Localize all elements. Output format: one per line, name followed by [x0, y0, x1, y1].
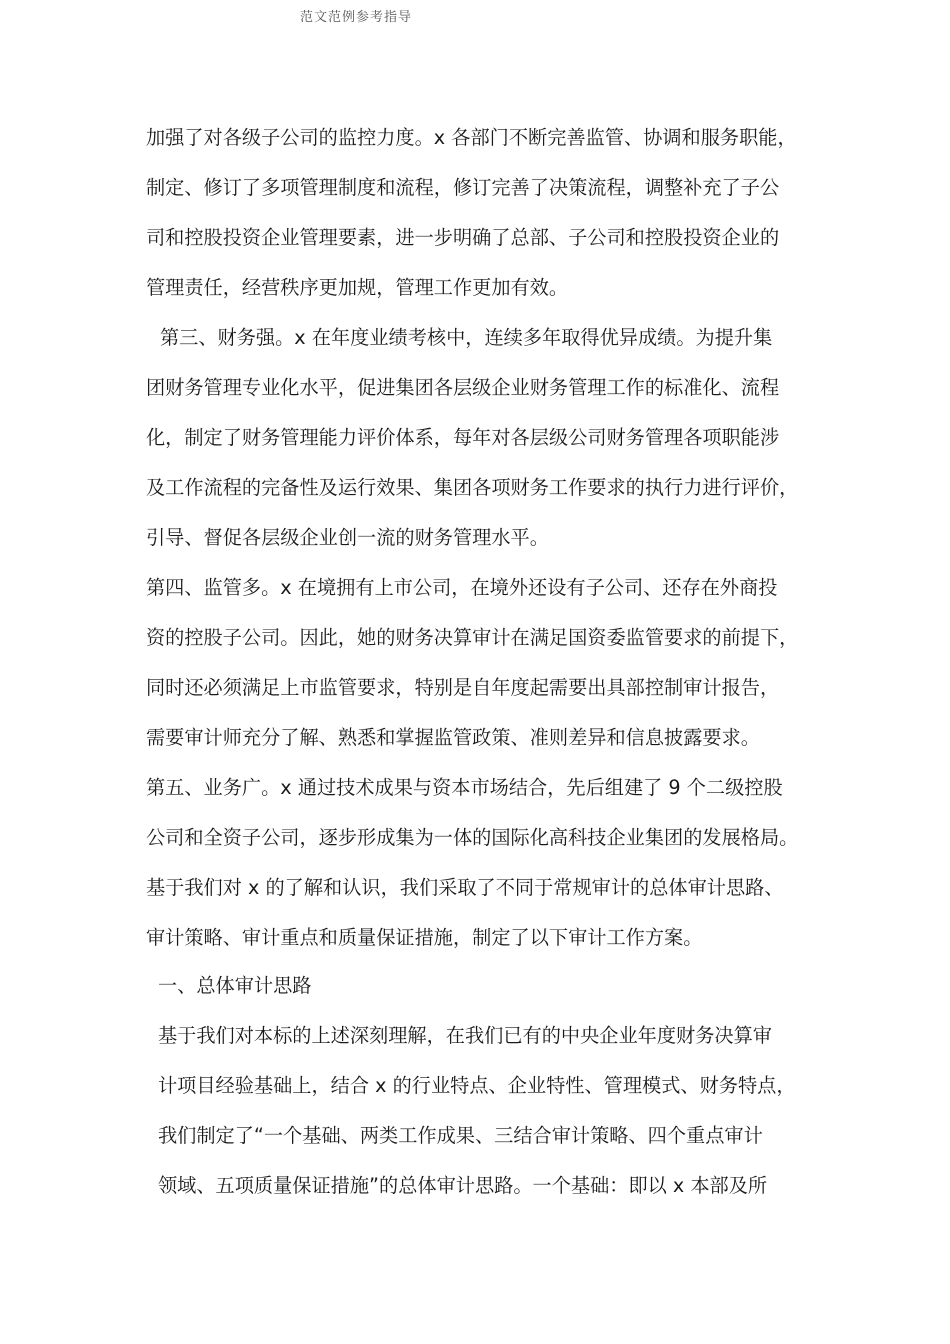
body-line: 基于我们对 x 的了解和认识，我们采取了不同于常规审计的总体审计思路、 — [146, 876, 784, 899]
body-line: 第五、业务广。x 通过技术成果与资本市场结合，先后组建了 9 个二级控股 — [146, 776, 783, 799]
body-line: 化，制定了财务管理能力评价体系，每年对各层级公司财务管理各项职能涉 — [146, 426, 780, 449]
body-line: 计项目经验基础上，结合 x 的行业特点、企业特性、管理模式、财务特点， — [158, 1074, 796, 1097]
body-line: 司和控股投资企业管理要素，进一步明确了总部、子公司和控股投资企业的 — [146, 226, 780, 249]
body-line: 需要审计师充分了解、熟悉和掌握监管政策、准则差异和信息披露要求。 — [146, 726, 760, 749]
body-line: 公司和全资子公司，逐步形成集为一体的国际化高科技企业集团的发展格局。 — [146, 826, 799, 849]
body-line: 加强了对各级子公司的监控力度。x 各部门不断完善监管、协调和服务职能， — [146, 126, 797, 149]
body-line: 同时还必须满足上市监管要求，特别是自年度起需要出具部控制审计报告， — [146, 676, 780, 699]
body-line: 第三、财务强。x 在年度业绩考核中，连续多年取得优异成绩。为提升集 — [160, 326, 773, 349]
body-line: 制定、修订了多项管理制度和流程，修订完善了决策流程，调整补充了子公 — [146, 176, 780, 199]
page-header: 范文范例参考指导 — [300, 10, 413, 25]
body-line: 基于我们对本标的上述深刻理解，在我们已有的中央企业年度财务决算审 — [158, 1024, 772, 1047]
body-line: 领域、五项质量保证措施”的总体审计思路。一个基础：即以 x 本部及所 — [158, 1174, 768, 1197]
body-line: 审计策略、审计重点和质量保证措施，制定了以下审计工作方案。 — [146, 926, 703, 949]
body-line: 团财务管理专业化水平，促进集团各层级企业财务管理工作的标准化、流程 — [146, 376, 780, 399]
body-line: 及工作流程的完备性及运行效果、集团各项财务工作要求的执行力进行评价， — [146, 476, 799, 499]
body-line: 资的控股子公司。因此，她的财务决算审计在满足国资委监管要求的前提下， — [146, 626, 799, 649]
body-line: 管理责任，经营秩序更加规，管理工作更加有效。 — [146, 276, 569, 299]
body-line: 我们制定了“一个基础、两类工作成果、三结合审计策略、四个重点审计 — [158, 1124, 763, 1147]
body-line: 第四、监管多。x 在境拥有上市公司，在境外还设有子公司、还存在外商投 — [146, 576, 778, 599]
section-heading: 一、总体审计思路 — [158, 974, 312, 997]
body-line: 引导、督促各层级企业创一流的财务管理水平。 — [146, 526, 549, 549]
